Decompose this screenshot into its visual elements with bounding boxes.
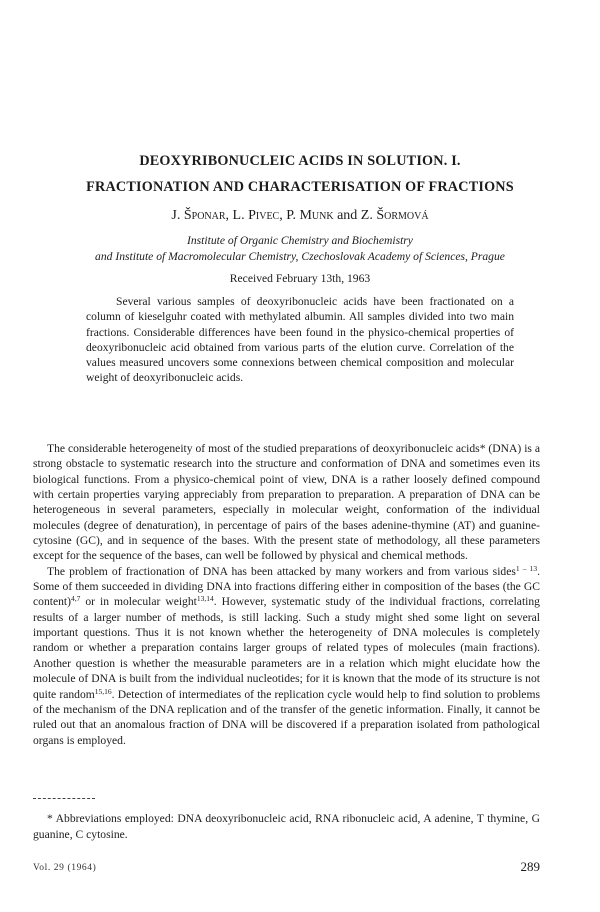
paragraph-2-text: . However, systematic study of the individual fractions, correlating results of a larger number of methods, is still lacking. Such a study might shed some light on several important questions. Thus it is not known whether the heterogeneity of DNA molecules is completely random or whether a preparation contains larger groups of related types of molecules (main fractions). Another question is whether the measurable parameters are in a relation which might elucidate how the molecule of DNA is built from the individual nucleotides; for it is known that the mode of its structure is not quite random [33,595,540,701]
paragraph-2-text: . Detection of intermediates of the replication cycle would help to find solution to problems of the mechanism of the DNA replication and of the transfer of the genetic information. Finally, it cannot be ruled out that an anomalous fraction of DNA will be discovered if a preparation isolated from pathological organs is employed. [33,687,540,747]
author-separator: and Z. [333,208,377,223]
author-initial: J. [171,208,184,223]
affiliation-line-1: Institute of Organic Chemistry and Biochemistry [187,234,413,247]
title-line-2: FRACTIONATION AND CHARACTERISATION OF FRACTIONS [86,179,514,195]
abstract [86,294,514,386]
received-date: Received February 13th, 1963 [229,272,371,285]
author-munk: Munk [299,208,334,223]
citation-ref: 15,16 [94,686,112,696]
affiliation [30,233,570,265]
author-sormova: Šormová [376,208,429,223]
body-text [33,441,540,748]
paragraph-2-text: The problem of fractionation of DNA has been attacked by many workers and from various sides [47,564,516,578]
footnote [33,811,540,843]
page-number: 289 [520,859,540,874]
paragraph-2-text: or in molecular weight [80,595,197,609]
author-sponar: Šponar [183,208,226,223]
footnote-divider [33,798,95,799]
paragraph-1: The considerable heterogeneity of most of the studied preparations of deoxyribonucleic acids* (DNA) is a strong obstacle to systematic research into the structure and conformation of DNA and sometimes even its biological functions. From a physico-chemical point of view, DNA is a rather loosely defined compound with certain properties varying appreciably from preparation to preparation. A preparation of DNA can be heterogeneous in several parameters, especially in molecular weight, conformation of the individual molecules (degree of denaturation), in percentage of pairs of the bases adenine-thymine (AT) and guanine-cytosine (GC), and in sequence of the bases. With the present state of methodology, all these parameters except for the sequence of the bases, can well be followed by physical and chemical methods. [33,442,540,563]
author-list [40,207,560,225]
affiliation-line-2: and Institute of Macromolecular Chemistry, Czechoslovak Academy of Sciences, Prague [95,250,505,263]
citation-ref: 1 – 13 [515,563,538,573]
author-separator: , P. [279,208,300,223]
citation-ref: 4,7 [71,594,81,604]
title-line-1: DEOXYRIBONUCLEIC ACIDS IN SOLUTION. I. [139,153,461,169]
abstract-text: Several various samples of deoxyribonucleic acids have been fractionated on a column of kieselguhr coated with methylated albumin. All samples divided into two main fractions. Considerable differences have been found in the physico-chemical properties of deoxyribonucleic acid obtained from various parts of the elution curve. Correlation of the values measured uncovers some connexions between chemical composition and molecular weight of deoxyribonucleic acids. [86,295,514,385]
footnote-text: * Abbreviations employed: DNA deoxyribonucleic acid, RNA ribonucleic acid, A adenine, T thymine, G guanine, C cytosine. [33,812,540,841]
author-pivec: Pivec [248,208,280,223]
author-separator: , L. [225,208,249,223]
journal-reference: Vol. 29 (1964) [33,863,97,873]
citation-ref: 13,14 [196,594,214,604]
article-title [40,148,560,200]
paragraph-2-text: . Some of them succeeded in dividing DNA into fractions differing either in composition of the bases (the GC content) [33,564,540,609]
paragraph-2 [33,564,540,748]
